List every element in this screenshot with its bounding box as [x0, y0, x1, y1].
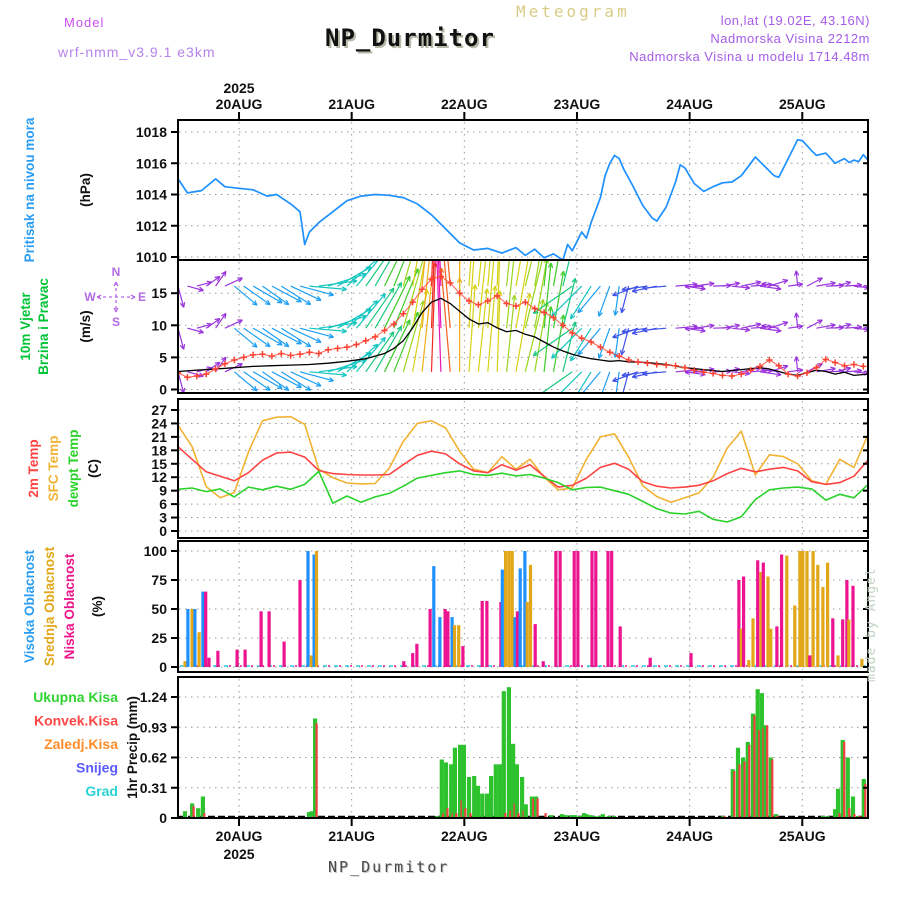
- svg-text:24AUG: 24AUG: [666, 96, 713, 112]
- svg-text:1010: 1010: [135, 249, 167, 265]
- svg-text:24AUG: 24AUG: [666, 828, 713, 844]
- svg-text:23AUG: 23AUG: [553, 828, 601, 844]
- svg-text:12: 12: [151, 469, 167, 486]
- pressure-line: [178, 140, 868, 260]
- svg-text:(C): (C): [86, 459, 101, 478]
- svg-text:20AUG: 20AUG: [215, 96, 263, 112]
- svg-text:W: W: [84, 290, 96, 304]
- model-elevation-text: Nadmorska Visina u modelu 1714.48m: [629, 49, 870, 64]
- svg-text:0: 0: [159, 659, 167, 675]
- svg-text:23AUG: 23AUG: [553, 96, 601, 112]
- svg-text:N: N: [111, 265, 121, 279]
- svg-text:2025: 2025: [223, 846, 255, 862]
- model-name: wrf-nmm_v3.9.1 e3km: [58, 44, 216, 60]
- svg-text:0.62: 0.62: [139, 749, 167, 766]
- svg-text:2025: 2025: [223, 80, 255, 96]
- svg-text:1.24: 1.24: [139, 689, 167, 705]
- svg-text:6: 6: [159, 496, 167, 513]
- svg-text:(%): (%): [90, 596, 105, 617]
- svg-text:27: 27: [151, 402, 167, 418]
- svg-text:Konvek.Kisa: Konvek.Kisa: [33, 712, 118, 729]
- svg-text:22AUG: 22AUG: [440, 828, 488, 844]
- svg-text:25: 25: [151, 630, 167, 646]
- precip-bars: [178, 687, 868, 817]
- svg-text:1hr Precip (mm): 1hr Precip (mm): [125, 696, 140, 799]
- svg-text:21: 21: [151, 428, 167, 445]
- compass-rose: [84, 265, 146, 329]
- svg-text:50: 50: [151, 601, 167, 617]
- svg-text:10m Vjetar: 10m Vjetar: [18, 292, 33, 361]
- svg-text:9: 9: [159, 482, 167, 499]
- svg-text:15: 15: [151, 285, 167, 302]
- wind-arrows: [175, 172, 879, 404]
- svg-text:0.93: 0.93: [139, 719, 167, 736]
- watermark: made by Angel: [864, 567, 879, 682]
- svg-text:1016: 1016: [135, 155, 167, 172]
- svg-text:Zaledj.Kisa: Zaledj.Kisa: [44, 736, 118, 752]
- svg-text:2m Temp: 2m Temp: [26, 439, 41, 498]
- page-title: NP_Durmitor: [325, 24, 495, 52]
- svg-text:3: 3: [159, 509, 167, 526]
- cloud-bars: [180, 551, 866, 667]
- svg-text:(hPa): (hPa): [78, 173, 93, 207]
- svg-text:0: 0: [159, 381, 167, 398]
- svg-text:0: 0: [159, 810, 167, 826]
- svg-text:1018: 1018: [135, 124, 167, 140]
- svg-text:22AUG: 22AUG: [440, 96, 488, 112]
- temp-lines: [178, 417, 868, 522]
- svg-text:1014: 1014: [135, 186, 167, 203]
- svg-text:0.31: 0.31: [139, 779, 167, 796]
- svg-text:SFC Temp: SFC Temp: [46, 435, 61, 502]
- svg-text:Visoka Oblacnost: Visoka Oblacnost: [22, 549, 37, 664]
- svg-text:Snijeg: Snijeg: [75, 759, 118, 776]
- svg-text:10: 10: [151, 317, 167, 334]
- svg-text:Srednja Oblacnost: Srednja Oblacnost: [42, 546, 57, 667]
- svg-text:18: 18: [151, 442, 167, 459]
- svg-text:21AUG: 21AUG: [328, 828, 376, 844]
- svg-text:25AUG: 25AUG: [778, 828, 826, 844]
- lonlat-text: lon,lat (19.02E, 43.16N): [720, 13, 870, 28]
- svg-text:S: S: [111, 315, 121, 329]
- model-label: Model: [64, 15, 105, 30]
- svg-text:75: 75: [151, 572, 167, 588]
- footer-station-label: NP_Durmitor: [328, 858, 450, 876]
- svg-text:Niska Oblacnost: Niska Oblacnost: [62, 553, 77, 660]
- svg-text:Pritisak na nivou mora: Pritisak na nivou mora: [22, 117, 37, 263]
- meteogram-heading: Meteogram: [516, 2, 630, 21]
- svg-text:dewpt Temp: dewpt Temp: [66, 429, 81, 508]
- svg-text:5: 5: [159, 349, 167, 366]
- elevation-text: Nadmorska Visina 2212m: [710, 31, 870, 46]
- svg-text:Grad: Grad: [85, 783, 118, 799]
- svg-text:0: 0: [159, 523, 167, 539]
- svg-text:100: 100: [143, 543, 167, 559]
- svg-text:(m/s): (m/s): [78, 310, 93, 343]
- svg-text:15: 15: [151, 455, 167, 472]
- svg-text:21AUG: 21AUG: [328, 96, 376, 112]
- svg-text:20AUG: 20AUG: [215, 828, 263, 844]
- svg-text:Ukupna Kisa: Ukupna Kisa: [33, 689, 118, 705]
- svg-text:24: 24: [151, 415, 167, 432]
- svg-text:1012: 1012: [135, 217, 167, 234]
- svg-text:Brzina i Pravac: Brzina i Pravac: [36, 278, 51, 375]
- svg-text:25AUG: 25AUG: [778, 96, 826, 112]
- precip-legend: [33, 689, 118, 799]
- svg-text:E: E: [137, 290, 147, 304]
